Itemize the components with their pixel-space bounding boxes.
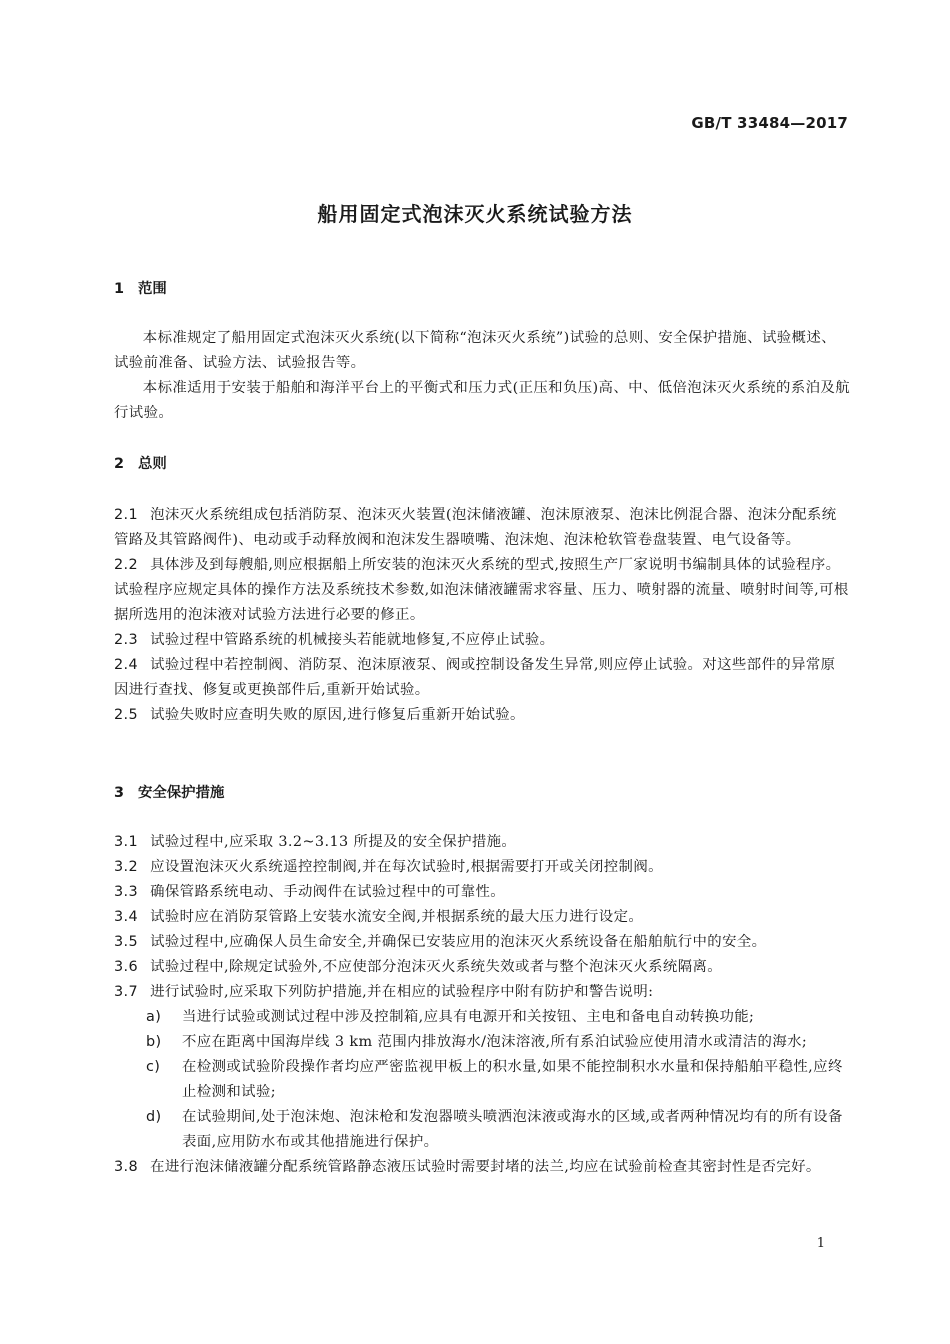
section-2-body: [114, 503, 850, 728]
clause-text: 试验失败时应查明失败的原因,进行修复后重新开始试验。: [150, 707, 525, 723]
clause-number: 3.2: [114, 859, 139, 875]
clause: [114, 1155, 850, 1180]
section-title: 范围: [138, 281, 167, 297]
clause-text: 泡沫灭火系统组成包括消防泵、泡沫灭火装置(泡沫储液罐、泡沫原液泵、泡沫比例混合器、泡沫分配系统管路及其管路阀件)、电动或手动释放阀和泡沫发生器喷嘴、泡沫炮、泡沫枪软管卷盘装置、电气设备等。: [114, 507, 837, 548]
item-marker: b): [146, 1034, 162, 1050]
clause: [114, 855, 850, 880]
section-title: 总则: [138, 456, 167, 472]
clause-text: 试验过程中若控制阀、消防泵、泡沫原液泵、阀或控制设备发生异常,则应停止试验。对这些部件的异常原因进行查找、修复或更换部件后,重新开始试验。: [114, 657, 836, 698]
paragraph: 本标准规定了船用固定式泡沫灭火系统(以下简称“泡沫灭火系统”)试验的总则、安全保护措施、试验概述、试验前准备、试验方法、试验报告等。: [114, 330, 836, 371]
clause: [114, 980, 850, 1005]
clause-number: 3.6: [114, 959, 139, 975]
page-number: 1: [816, 1236, 825, 1251]
item-text: 当进行试验或测试过程中涉及控制箱,应具有电源开和关按钮、主电和备电自动转换功能;: [182, 1009, 755, 1025]
clause-number: 3.8: [114, 1159, 139, 1175]
list-item: [114, 1030, 850, 1055]
section-2-heading: [114, 452, 167, 477]
clause-text: 在进行泡沫储液罐分配系统管路静态液压试验时需要封堵的法兰,均应在试验前检查其密封性是否完好。: [150, 1159, 821, 1175]
section-1-body: [114, 326, 850, 426]
clause-number: 3.3: [114, 884, 139, 900]
section-number: 2: [114, 456, 125, 472]
section-3-body: [114, 830, 850, 1180]
item-marker: d): [146, 1109, 162, 1125]
section-3-heading: [114, 781, 224, 806]
clause-number: 2.1: [114, 507, 139, 523]
clause: [114, 880, 850, 905]
section-number: 1: [114, 281, 125, 297]
clause-number: 3.7: [114, 984, 139, 1000]
clause-text: 试验过程中,应确保人员生命安全,并确保已安装应用的泡沫灭火系统设备在船舶航行中的安全。: [150, 934, 767, 950]
item-text: 不应在距离中国海岸线 3 km 范围内排放海水/泡沫溶液,所有系泊试验应使用清水或清洁的海水;: [182, 1034, 808, 1050]
clause: [114, 955, 850, 980]
clause-text: 试验过程中,除规定试验外,不应使部分泡沫灭火系统失效或者与整个泡沫灭火系统隔离。: [150, 959, 723, 975]
clause: [114, 503, 850, 553]
list-item: [114, 1105, 850, 1155]
clause: [114, 830, 850, 855]
item-marker: a): [146, 1009, 162, 1025]
clause: [114, 703, 850, 728]
clause: [114, 628, 850, 653]
clause: [114, 653, 850, 703]
clause-number: 3.1: [114, 834, 139, 850]
item-text: 在检测或试验阶段操作者均应严密监视甲板上的积水量,如果不能控制积水水量和保持船舶平稳性,应终止检测和试验;: [182, 1059, 843, 1100]
clause-number: 2.5: [114, 707, 139, 723]
clause-text: 具体涉及到每艘船,则应根据船上所安装的泡沫灭火系统的型式,按照生产厂家说明书编制具体的试验程序。试验程序应规定具体的操作方法及系统技术参数,如泡沫储液罐需求容量、压力、喷射器的流量、喷射时间等,可根据所选用的泡沫液对试验方法进行必要的修正。: [114, 557, 849, 623]
section-title: 安全保护措施: [138, 785, 225, 801]
clause-number: 3.4: [114, 909, 139, 925]
clause-text: 试验过程中,应采取 3.2~3.13 所提及的安全保护措施。: [150, 834, 517, 850]
clause-text: 试验时应在消防泵管路上安装水流安全阀,并根据系统的最大压力进行设定。: [150, 909, 644, 925]
clause-text: 进行试验时,应采取下列防护措施,并在相应的试验程序中附有防护和警告说明:: [150, 984, 654, 1000]
item-marker: c): [146, 1059, 161, 1075]
clause: [114, 905, 850, 930]
clause-number: 2.3: [114, 632, 139, 648]
standard-code: GB/T 33484—2017: [691, 114, 848, 132]
list-item: [114, 1055, 850, 1105]
section-1-heading: [114, 277, 167, 302]
clause-number: 2.4: [114, 657, 139, 673]
clause-text: 试验过程中管路系统的机械接头若能就地修复,不应停止试验。: [150, 632, 555, 648]
item-text: 在试验期间,处于泡沫炮、泡沫枪和发泡器喷头喷洒泡沫液或海水的区域,或者两种情况均有的所有设备表面,应用防水布或其他措施进行保护。: [182, 1109, 843, 1150]
list-item: [114, 1005, 850, 1030]
clause-number: 2.2: [114, 557, 139, 573]
document-title: 船用固定式泡沫灭火系统试验方法: [317, 202, 633, 226]
section-number: 3: [114, 785, 125, 801]
clause: [114, 553, 850, 628]
paragraph: 本标准适用于安装于船舶和海洋平台上的平衡式和压力式(正压和负压)高、中、低倍泡沫灭火系统的系泊及航行试验。: [114, 380, 850, 421]
clause-text: 应设置泡沫灭火系统遥控控制阀,并在每次试验时,根据需要打开或关闭控制阀。: [150, 859, 663, 875]
clause: [114, 930, 850, 955]
clause-number: 3.5: [114, 934, 139, 950]
clause-text: 确保管路系统电动、手动阀件在试验过程中的可靠性。: [150, 884, 506, 900]
